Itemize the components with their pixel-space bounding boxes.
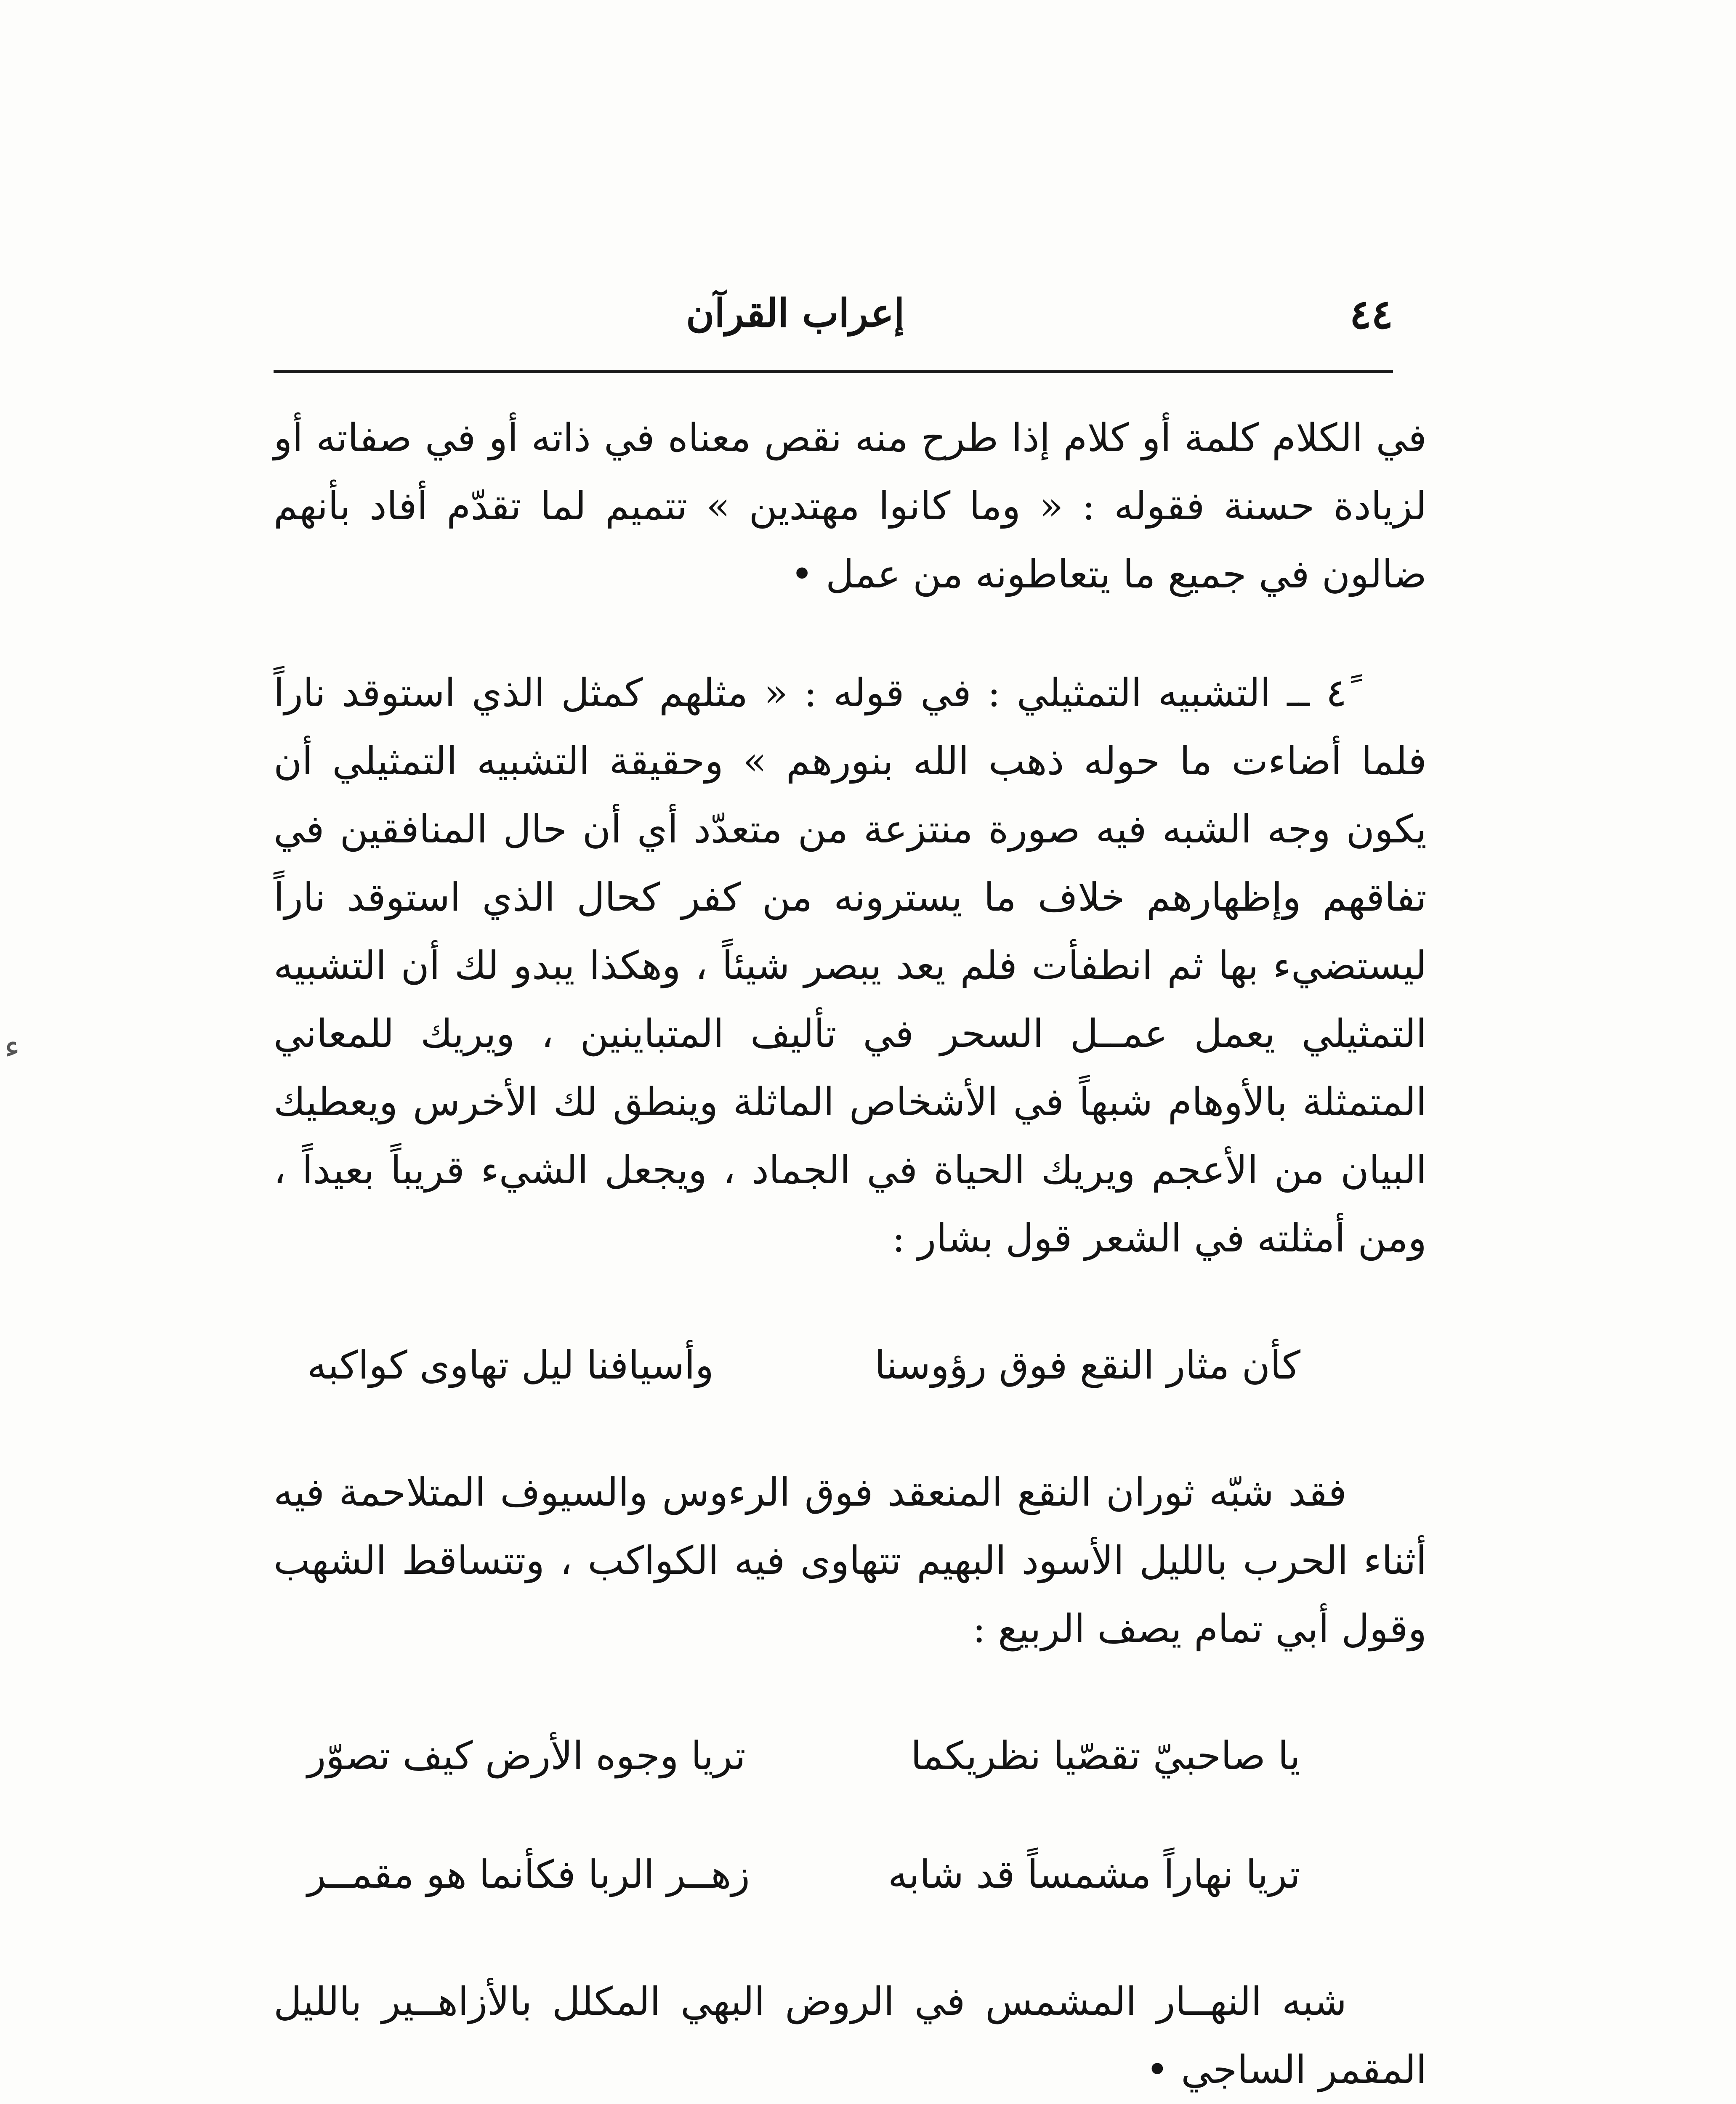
page-number: ٤٤ xyxy=(1349,290,1393,338)
verse-abu-tammam-1 xyxy=(307,1722,1300,1790)
verse-first-hemistich: كأن مثار النقع فوق رؤوسنا xyxy=(875,1343,1300,1388)
paragraph-commentary-abu-tammam: شبه النهــار المشمس في الروض البهي المكلل بالأزاهــير بالليل المقمر الساجي • xyxy=(274,1979,1427,2092)
margin-mark: ﺀ xyxy=(4,1027,20,1066)
verse-second-hemistich: زهــر الربا فكأنما هو مقمــر xyxy=(307,1852,750,1897)
spacer xyxy=(274,1909,1427,1968)
verse-bashar xyxy=(307,1331,1300,1400)
paragraph-tashbih-tamthili: ٤ً ــ التشبيه التمثيلي : في قوله : « مثلهم كمثل الذي استوقد ناراً فلما أضاءت ما حوله ذهب الله بنورهم » وحقيقة التشبيه التمثيلي أن يكون وجه الشبه فيه صورة منتزعة من متعدّد أي أن حال المنافقين في تفاقهم وإظهارهم خلاف ما يسترونه من كفر كحال الذي استوقد ناراً ليستضيء بها ثم انطفأت فلم يعد يبصر شيئاً ، وهكذا يبدو لك أن التشبيه التمثيلي يعمل عمــل السحر في تأليف المتباينين ، ويريك للمعاني المتمثلة بالأوهام شبهاً في الأشخاص الماثلة وينطق لك الأخرس ويعطيك البيان من الأعجم ويريك الحياة في الجماد ، ويجعل الشيء قريباً بعيداً ، ومن أمثلته في الشعر قول بشار : xyxy=(274,670,1427,1261)
page-header xyxy=(282,290,1393,353)
spacer xyxy=(274,1663,1427,1722)
verse-second-hemistich: تريا وجوه الأرض كيف تصوّر xyxy=(307,1733,746,1778)
running-title: إعراب القرآن xyxy=(686,290,905,336)
verse-first-hemistich: يا صاحبيّ تقصّيا نظريكما xyxy=(910,1733,1300,1778)
spacer xyxy=(274,1790,1427,1841)
paragraph-commentary-bashar: فقد شبّه ثوران النقع المنعقد فوق الرءوس والسيوف المتلاحمة فيه أثناء الحرب بالليل الأسود البهيم تتهاوى فيه الكواكب ، وتتساقط الشهب وقول أبي تمام يصف الربيع : xyxy=(274,1470,1427,1651)
spacer xyxy=(274,1272,1427,1331)
paragraph-tatmim: في الكلام كلمة أو كلام إذا طرح منه نقص معناه في ذاته أو في صفاته أو لزيادة حسنة فقوله : « وما كانوا مهتدين » تتميم لما تقدّم أفاد بأنهم ضالون في جميع ما يتعاطونه من عمل • xyxy=(274,415,1427,597)
spacer xyxy=(274,608,1427,659)
verse-abu-tammam-2 xyxy=(307,1841,1300,1909)
header-rule xyxy=(274,370,1393,373)
verse-second-hemistich: وأسيافنا ليل تهاوى كواكبه xyxy=(307,1343,714,1388)
body-text xyxy=(274,404,1427,2104)
spacer xyxy=(274,1400,1427,1458)
verse-first-hemistich: تريا نهاراً مشمساً قد شابه xyxy=(888,1852,1300,1897)
